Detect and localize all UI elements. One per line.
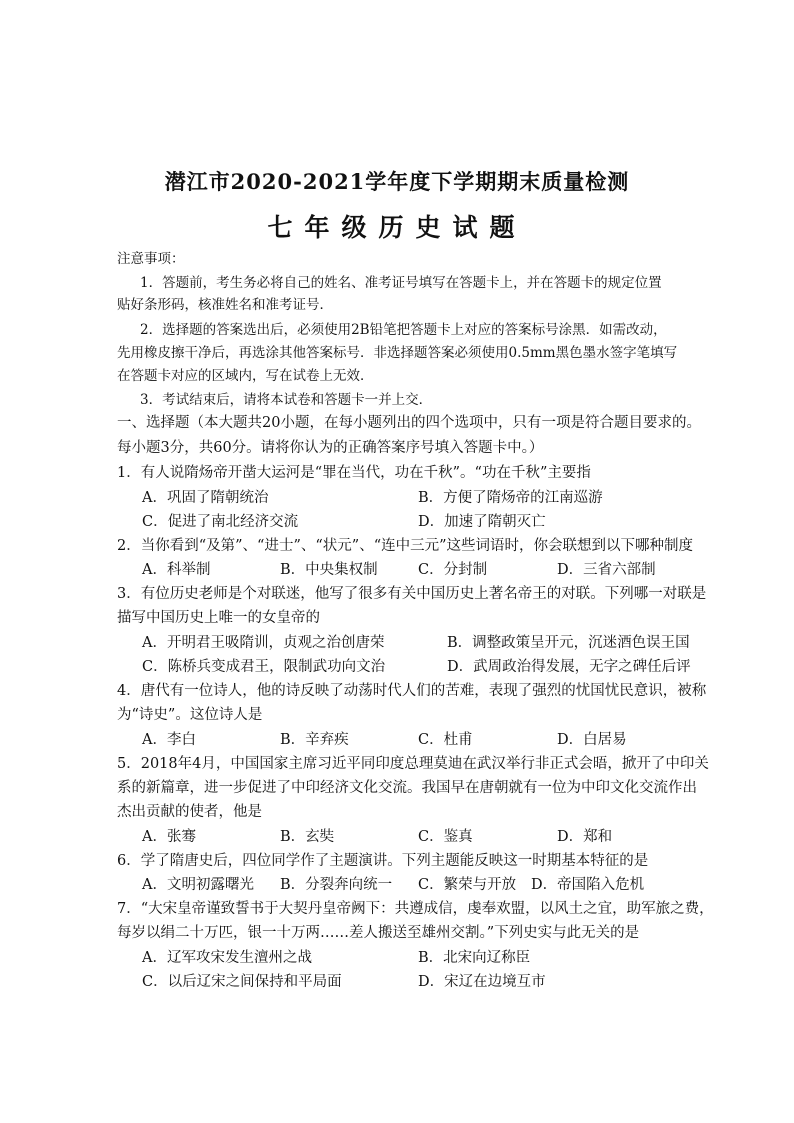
option-c: C．分封制 xyxy=(418,562,488,578)
option-d: D．三省六部制 xyxy=(557,562,656,578)
option-a: A．巩固了隋朝统治 xyxy=(142,490,269,506)
question-stem: 1．有人说隋炀帝开凿大运河是“罪在当代，功在千秋”。“功在千秋”主要指 xyxy=(117,465,591,481)
option-b: B．方便了隋炀帝的江南巡游 xyxy=(418,490,603,506)
option-b: B．玄奘 xyxy=(280,829,335,845)
option-c: C．以后辽宋之间保持和平局面 xyxy=(142,974,342,990)
option-d: D．武周政治得发展，无字之碑任后评 xyxy=(447,659,691,675)
notice-item-1: 1．答题前，考生务必将自己的姓名、准考证号填写在答题卡上，并在答题卡的规定位置 xyxy=(140,275,662,291)
question-stem-cont: 描写中国历史上唯一的女皇帝的 xyxy=(117,610,320,626)
notice-item-2-cont: 在答题卡对应的区域内，写在试卷上无效． xyxy=(117,368,374,384)
question-stem: 2．当你看到“及第”、“进士”、“状元”、“连中三元”这些词语时，你会联想到以下哪种制度 xyxy=(117,538,694,554)
exam-title: 潜江市2020-2021学年度下学期期末质量检测 xyxy=(164,169,630,194)
question-stem-cont: 每岁以绢二十万匹，银一十万两……差人搬送至雄州交割。”下列史实与此无关的是 xyxy=(117,925,640,941)
option-b: B．辛弃疾 xyxy=(280,732,349,748)
question-stem: 6．学了隋唐史后，四位同学作了主题演讲。下列主题能反映这一时期基本特征的是 xyxy=(117,853,649,869)
option-a: A．开明君王吸隋训，贞观之治创唐荣 xyxy=(142,635,385,651)
notice-item-1-cont: 贴好条形码，核准姓名和准考证号． xyxy=(117,297,333,313)
question-stem: 5．2018年4月，中国国家主席习近平同印度总理莫迪在武汉举行非正式会晤，掀开了中印关 xyxy=(117,756,709,772)
option-b: B．调整政策呈开元，沉迷酒色误王国 xyxy=(447,635,690,651)
option-a: A．李白 xyxy=(142,732,196,748)
option-d: D．郑和 xyxy=(557,829,613,845)
option-d: D．加速了隋朝灭亡 xyxy=(418,514,546,530)
option-a: A．辽军攻宋发生澶州之战 xyxy=(142,950,312,966)
option-b: B．分裂奔向统一 xyxy=(280,877,393,893)
section-heading: 一、选择题（本大题共20小题，在每小题列出的四个选项中，只有一项是符合题目要求的。 xyxy=(117,415,701,431)
section-heading-cont: 每小题3分，共60分。请将你认为的正确答案序号填入答题卡中。） xyxy=(117,440,544,456)
notice-item-2-cont: 先用橡皮擦干净后，再选涂其他答案标号．非选择题答案必须使用0.5mm黑色墨水签字笔填写 xyxy=(117,345,678,361)
option-a: A．科举制 xyxy=(142,562,211,578)
question-stem-cont: 为“诗史”。这位诗人是 xyxy=(117,707,263,723)
option-b: B．中央集权制 xyxy=(280,562,378,578)
option-a: A．文明初露曙光 xyxy=(142,877,254,893)
question-stem: 3．有位历史老师是个对联迷，他写了很多有关中国历史上著名帝王的对联。下列哪一对联是 xyxy=(117,586,707,602)
option-c: C．陈桥兵变成君王，限制武功向文治 xyxy=(142,659,386,675)
question-stem-cont: 系的新篇章，进一步促进了中印经济文化交流。我国早在唐朝就有一位为中印文化交流作出 xyxy=(117,780,697,796)
option-d: D．帝国陷入危机 xyxy=(531,877,645,893)
option-c: C．杜甫 xyxy=(418,732,473,748)
option-c: C．鉴真 xyxy=(418,829,473,845)
option-c: C．促进了南北经济交流 xyxy=(142,514,299,530)
question-stem: 4．唐代有一位诗人，他的诗反映了动荡时代人们的苦难，表现了强烈的忧国忧民意识，被称 xyxy=(117,683,707,699)
option-d: D．白居易 xyxy=(557,732,627,748)
option-c: C．繁荣与开放 xyxy=(418,877,517,893)
notice-item-3: 3．考试结束后，请将本试卷和答题卡一并上交． xyxy=(140,392,433,408)
option-a: A．张骞 xyxy=(142,829,196,845)
option-d: D．宋辽在边境互市 xyxy=(418,974,546,990)
question-stem: 7．“大宋皇帝谨致誓书于大契丹皇帝阙下：共遵成信，虔奉欢盟，以风土之宜，助军旅之费， xyxy=(117,901,714,917)
question-stem-cont: 杰出贡献的使者，他是 xyxy=(117,804,262,820)
notice-item-2: 2．选择题的答案选出后，必须使用2B铅笔把答题卡上对应的答案标号涂黑．如需改动， xyxy=(140,322,667,338)
option-b: B．北宋向辽称臣 xyxy=(418,950,531,966)
exam-subtitle: 七年级历史试题 xyxy=(267,213,527,242)
notice-heading: 注意事项： xyxy=(117,251,185,267)
